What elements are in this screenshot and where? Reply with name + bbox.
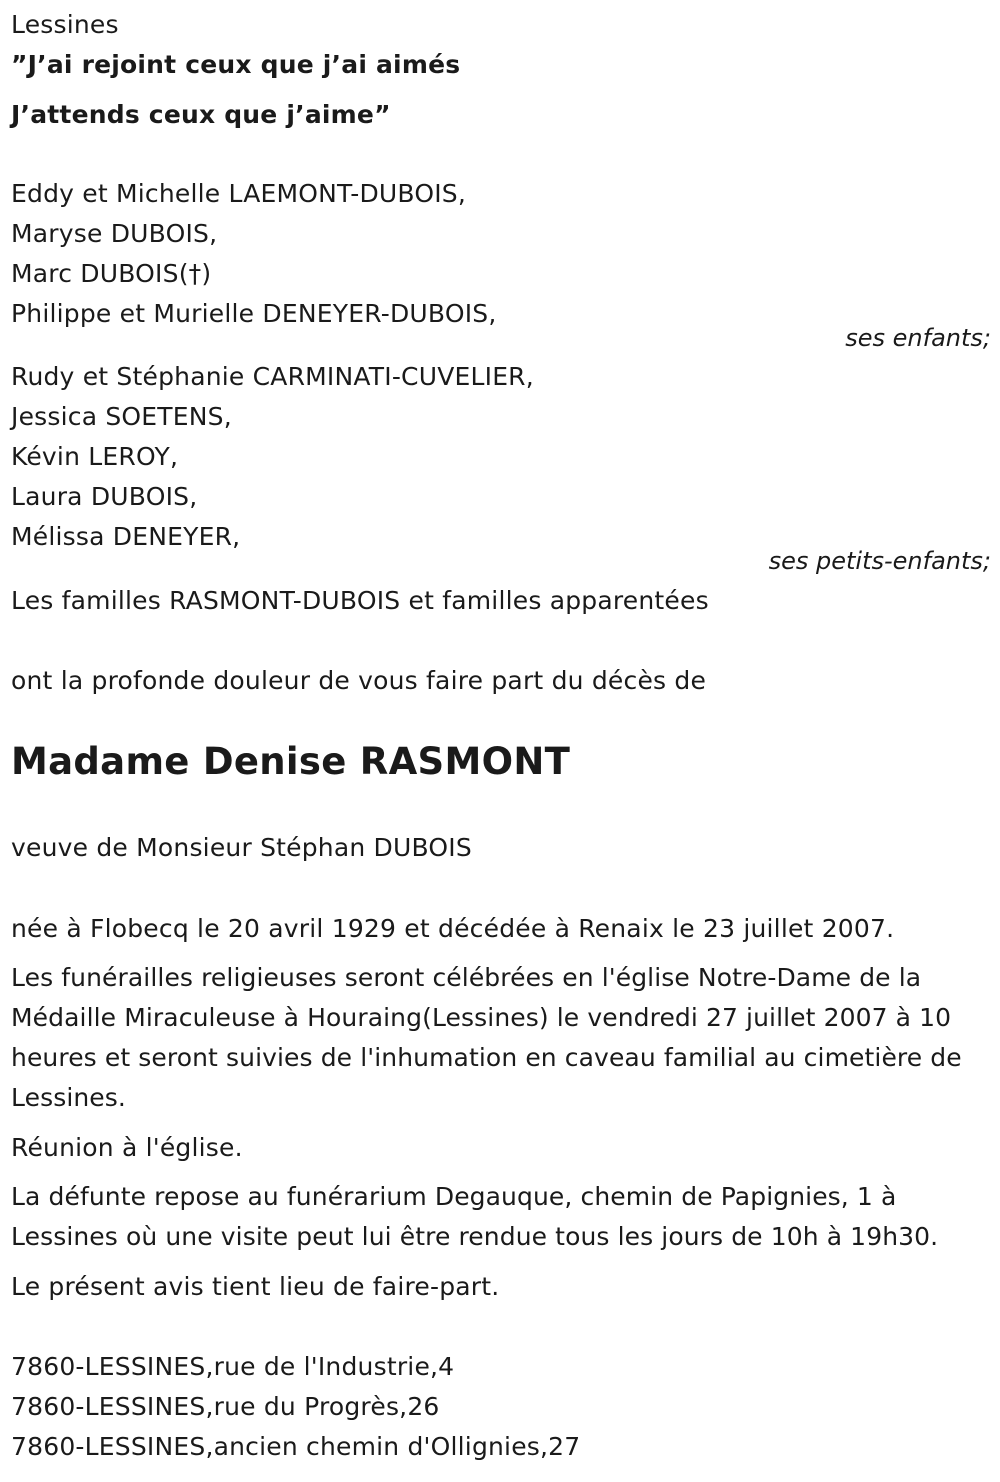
quote-line-1: ”J’ai rejoint ceux que j’ai aimés	[11, 50, 461, 79]
funeral-paragraph: Les funérailles religieuses seront célébrées en l'église Notre-Dame de la Médaille Miraculeuse à Houraing(Lessines) le vendredi 27 juillet 2007 à 10 heures et seront suivies de l'inhumation en caveau familial au cimetière de Lessines.	[11, 963, 962, 1112]
child-name: Philippe et Murielle DENEYER-DUBOIS,	[11, 299, 497, 328]
birth-death-line: née à Flobecq le 20 avril 1929 et décédée à Renaix le 23 juillet 2007.	[11, 914, 895, 943]
grandchild-name: Mélissa DENEYER,	[11, 522, 241, 551]
grandchild-name: Laura DUBOIS,	[11, 482, 198, 511]
grandchild-name: Kévin LEROY,	[11, 442, 179, 471]
grandchild-name: Jessica SOETENS,	[11, 402, 232, 431]
child-name: Maryse DUBOIS,	[11, 219, 218, 248]
deceased-name: Madame Denise RASMONT	[11, 740, 571, 783]
visitation-paragraph: La défunte repose au funérarium Degauque, chemin de Papignies, 1 à Lessines où une visite peut lui être rendue tous les jours de 10h à 19h30.	[11, 1182, 939, 1251]
grandchildren-relation: ses petits-enfants;	[768, 547, 991, 575]
child-name: Marc DUBOIS(†)	[11, 259, 212, 288]
child-name: Eddy et Michelle LAEMONT-DUBOIS,	[11, 179, 466, 208]
children-relation: ses enfants;	[845, 324, 991, 352]
place-name: Lessines	[11, 10, 119, 39]
meeting-line: Réunion à l'église.	[11, 1133, 243, 1162]
announcement-line: ont la profonde douleur de vous faire part du décès de	[11, 666, 707, 695]
address-line: 7860-LESSINES,ancien chemin d'Ollignies,27	[11, 1432, 581, 1461]
quote-line-2: J’attends ceux que j’aime”	[11, 100, 391, 129]
widow-line: veuve de Monsieur Stéphan DUBOIS	[11, 833, 472, 862]
address-line: 7860-LESSINES,rue de l'Industrie,4	[11, 1352, 455, 1381]
notice-line: Le présent avis tient lieu de faire-part.	[11, 1272, 500, 1301]
families-line: Les familles RASMONT-DUBOIS et familles apparentées	[11, 586, 709, 615]
grandchild-name: Rudy et Stéphanie CARMINATI-CUVELIER,	[11, 362, 534, 391]
address-line: 7860-LESSINES,rue du Progrès,26	[11, 1392, 440, 1421]
